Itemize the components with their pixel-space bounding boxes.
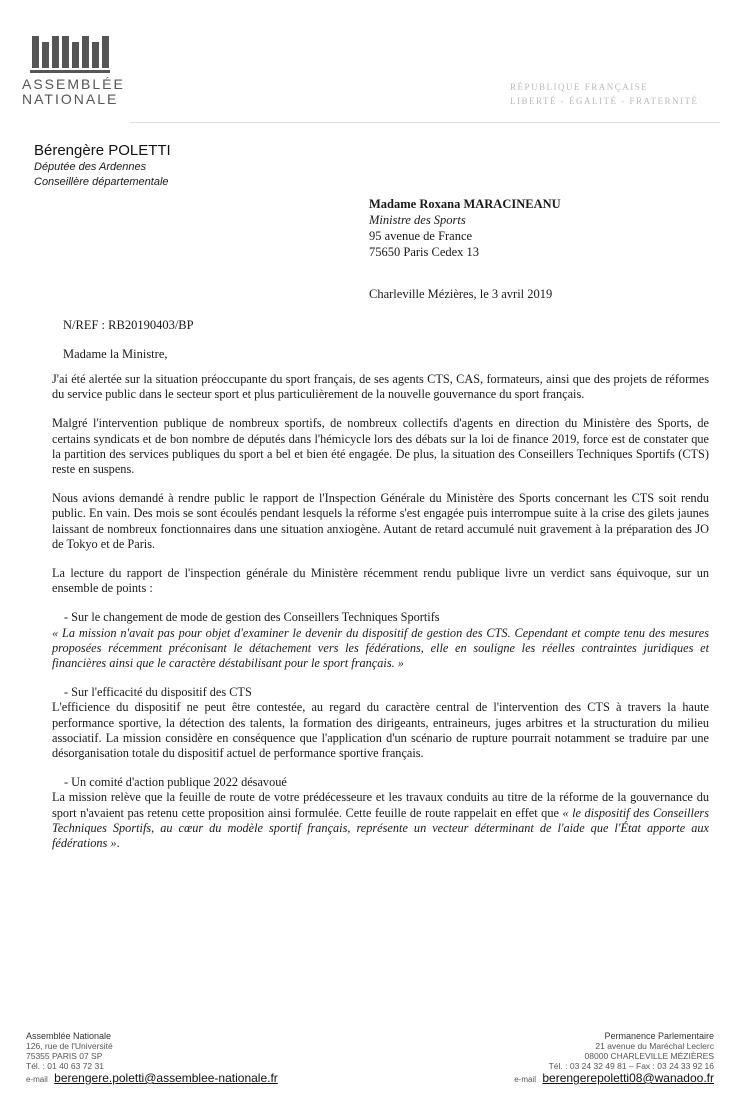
footer-right-email-label: e-mail <box>514 1075 536 1084</box>
footer-right-line-1: 21 avenue du Maréchal Leclerc <box>595 1041 714 1051</box>
sender-name: Bérengère POLETTI <box>34 142 171 159</box>
republique-francaise-motto <box>510 80 710 108</box>
footer-left-line-3: Tél. : 01 40 63 72 31 <box>26 1061 104 1071</box>
bullet-1-title: - Sur le changement de mode de gestion des Conseillers Techniques Sportifs <box>64 610 440 625</box>
logo-line-1: ASSEMBLÉE <box>22 76 125 92</box>
footer-left-title: Assemblée Nationale <box>26 1031 112 1041</box>
sender-role-2: Conseillère départementale <box>34 176 169 188</box>
salutation: Madame la Ministre, <box>63 347 168 361</box>
footer-left-line-2: 75355 PARIS 07 SP <box>26 1051 103 1061</box>
columns-emblem-icon <box>32 30 132 68</box>
republique-line-2: LIBERTÉ - ÉGALITÉ - FRATERNITÉ <box>510 96 699 106</box>
place-date: Charleville Mézières, le 3 avril 2019 <box>369 287 553 301</box>
paragraph-1: J'ai été alertée sur la situation préoccupante du sport français, de ses agents CTS, CAS, formateurs, ainsi que des projets de réformes du service public dans le secteur sport et plus particulièrement de la nouvelle gouvernance du sport français. <box>52 372 709 402</box>
footer-right-line-3: Tél. : 03 24 32 49 81 – Fax : 03 24 33 92 16 <box>548 1061 714 1071</box>
bullet-2-text: L'efficience du dispositif ne peut être contestée, au regard du caractère central de l'intervention des CTS à travers la haute performance sportive, la détection des talents, la formation des dirigeants, entraineurs, juges arbitres et la structuration du milieu associatif. La mission considère en conséquence que l'application d'un scénario de rupture pourrait notamment se traduire par une désorganisation totale du dispositif actuel de performance sportive français. <box>52 700 709 761</box>
bullet-3-quote: « le dispositif des Conseillers Techniques Sportifs, au cœur du modèle sportif français, représente un vecteur déterminant de l'aide que l'État apporte aux fédérations » <box>52 805 709 851</box>
recipient-address-1: 95 avenue de France <box>369 229 473 243</box>
recipient-name: Madame Roxana MARACINEANU <box>369 197 561 211</box>
assemblee-nationale-logo <box>22 30 132 107</box>
bullet-2-title: - Sur l'efficacité du dispositif des CTS <box>64 685 252 700</box>
footer-left-email-link[interactable]: berengere.poletti@assemblee-nationale.fr <box>54 1071 278 1085</box>
letter-body <box>52 372 709 865</box>
footer-right-address <box>514 1031 714 1085</box>
footer-left-email-label: e-mail <box>26 1075 48 1084</box>
paragraph-4: La lecture du rapport de l'inspection générale du Ministère récemment rendu publique livre un verdict sans équivoque, sur un ensemble de points : <box>52 566 709 596</box>
recipient-role: Ministre des Sports <box>369 213 466 227</box>
bullet-1-quote: « La mission n'avait pas pour objet d'examiner le devenir du dispositif de gestion des CTS. Cependant et compte tenu des mesures proposées récemment préconisant le détachement vers les fédérations, elle en souligne les réelles contraintes juridiques et financières ainsi que le caractère déstabilisant pour le sport français. » <box>52 625 709 671</box>
bullet-3-text-b: . <box>116 836 120 851</box>
recipient-block <box>369 196 561 260</box>
republique-line-1: RÉPUBLIQUE FRANÇAISE <box>510 82 649 92</box>
paragraph-3: Nous avions demandé à rendre public le rapport de l'Inspection Générale du Ministère des Sports concernant les CTS soit rendu public. En vain. Des mois se sont écoulés pendant lesquels la réforme s'est engagée puis interrompue suite à la crise des gilets jaunes laissant de nombreux fonctionnaires dans une situation anxiogène. Autant de retard accumulé nuit gravement à la préparation des JO de Tokyo et de Paris. <box>52 491 709 551</box>
footer-right-email-link[interactable]: berengerepoletti08@wanadoo.fr <box>542 1071 714 1085</box>
bullet-3-text-a: La mission relève que la feuille de route de votre prédécesseure et les travaux conduits au titre de la réforme de la gouvernance du sport n'avaient pas retenu cette proposition ainsi formulée. Cette feuille de route rappelait en effet que <box>52 790 709 820</box>
paragraph-2: Malgré l'intervention publique de nombreux sportifs, de nombreux collectifs d'agents en direction du Ministère des Sports, de certains syndicats et de bon nombre de députés dans l'hémicycle lors des débats sur la loi de finance 2019, force est de constater que la partition des services publiques du sport a bel et bien été engagée. De plus, la situation des Conseillers Techniques Sportifs (CTS) reste en suspens. <box>52 416 709 477</box>
sender-block <box>34 143 171 190</box>
reference-number: N/REF : RB20190403/BP <box>63 318 194 332</box>
footer-right-line-2: 08000 CHARLEVILLE MÉZIÈRES <box>584 1051 714 1061</box>
sender-role-1: Députée des Ardennes <box>34 161 147 173</box>
recipient-address-2: 75650 Paris Cedex 13 <box>369 245 480 259</box>
footer-left-address <box>26 1031 278 1085</box>
header-divider <box>130 122 720 123</box>
bullet-3-text <box>52 790 709 851</box>
footer-right-title: Permanence Parlementaire <box>604 1031 714 1041</box>
logo-line-2: NATIONALE <box>22 91 119 107</box>
bullet-3-title: - Un comité d'action publique 2022 désavoué <box>64 775 287 790</box>
footer-left-line-1: 126, rue de l'Université <box>26 1041 113 1051</box>
